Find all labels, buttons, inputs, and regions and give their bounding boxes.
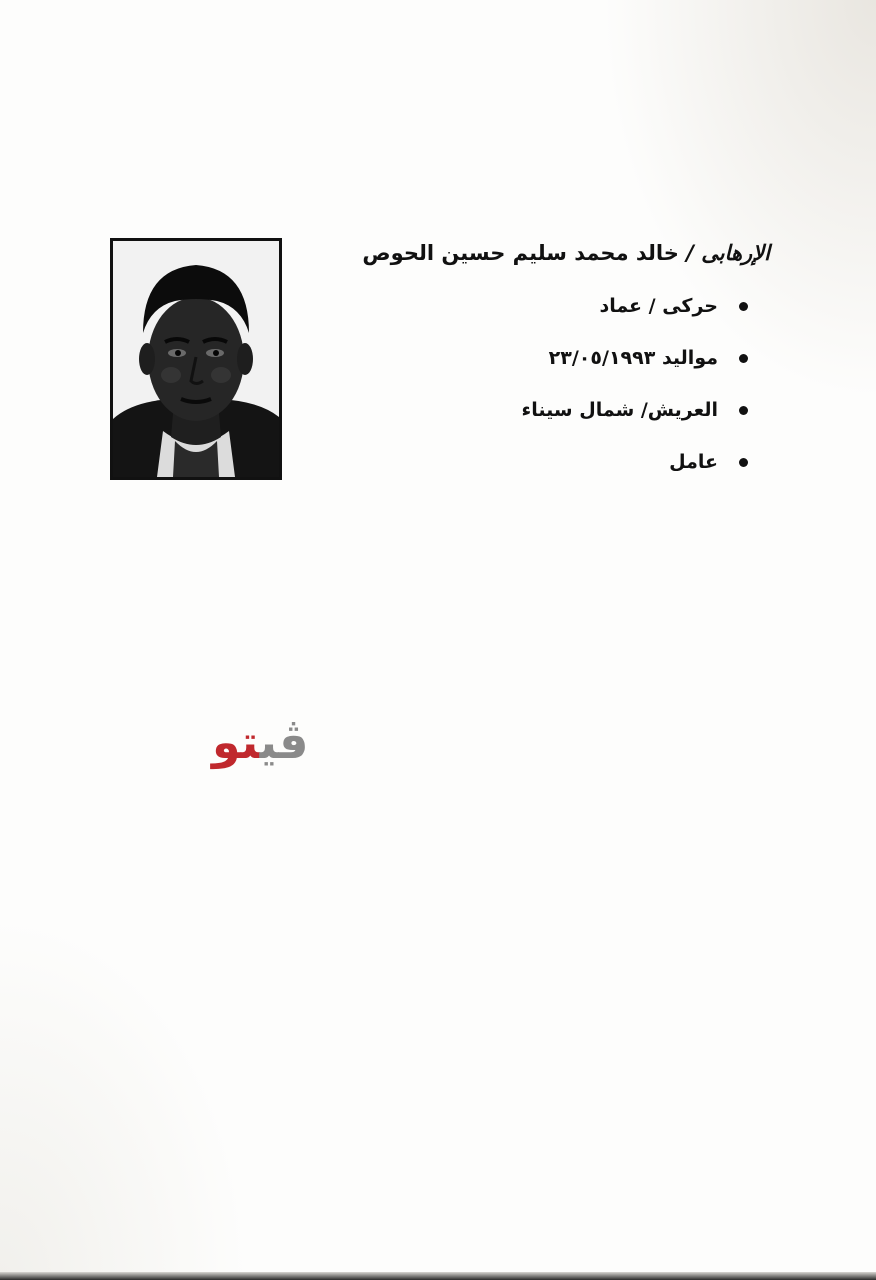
detail-occupation-text: عامل: [669, 451, 718, 473]
portrait-photo-image: [113, 241, 279, 477]
detail-alias-text: حركى / عماد: [599, 295, 718, 317]
bullet-icon: [739, 354, 748, 363]
bullet-icon: [739, 302, 748, 311]
detail-location-text: العريش/ شمال سيناء: [521, 399, 718, 421]
watermark-logo: [212, 712, 309, 772]
bullet-icon: [739, 406, 748, 415]
details-list: [448, 290, 748, 498]
name-prefix: الإرهابى /: [678, 241, 770, 265]
detail-location: [448, 394, 748, 446]
detail-birthdate: [448, 342, 748, 394]
detail-alias: [448, 290, 748, 342]
detail-occupation: [448, 446, 748, 498]
bullet-icon: [739, 458, 748, 467]
person-name: خالد محمد سليم حسين الحوص: [362, 241, 679, 265]
page-bottom-edge: [0, 1272, 876, 1280]
watermark-part2: تو: [212, 715, 260, 769]
portrait-photo: [110, 238, 282, 480]
person-name-heading: [330, 238, 770, 268]
detail-birthdate-text: مواليد ٢٣/٠٥/١٩٩٣: [548, 347, 718, 369]
watermark-part1: ڤي: [259, 715, 309, 769]
